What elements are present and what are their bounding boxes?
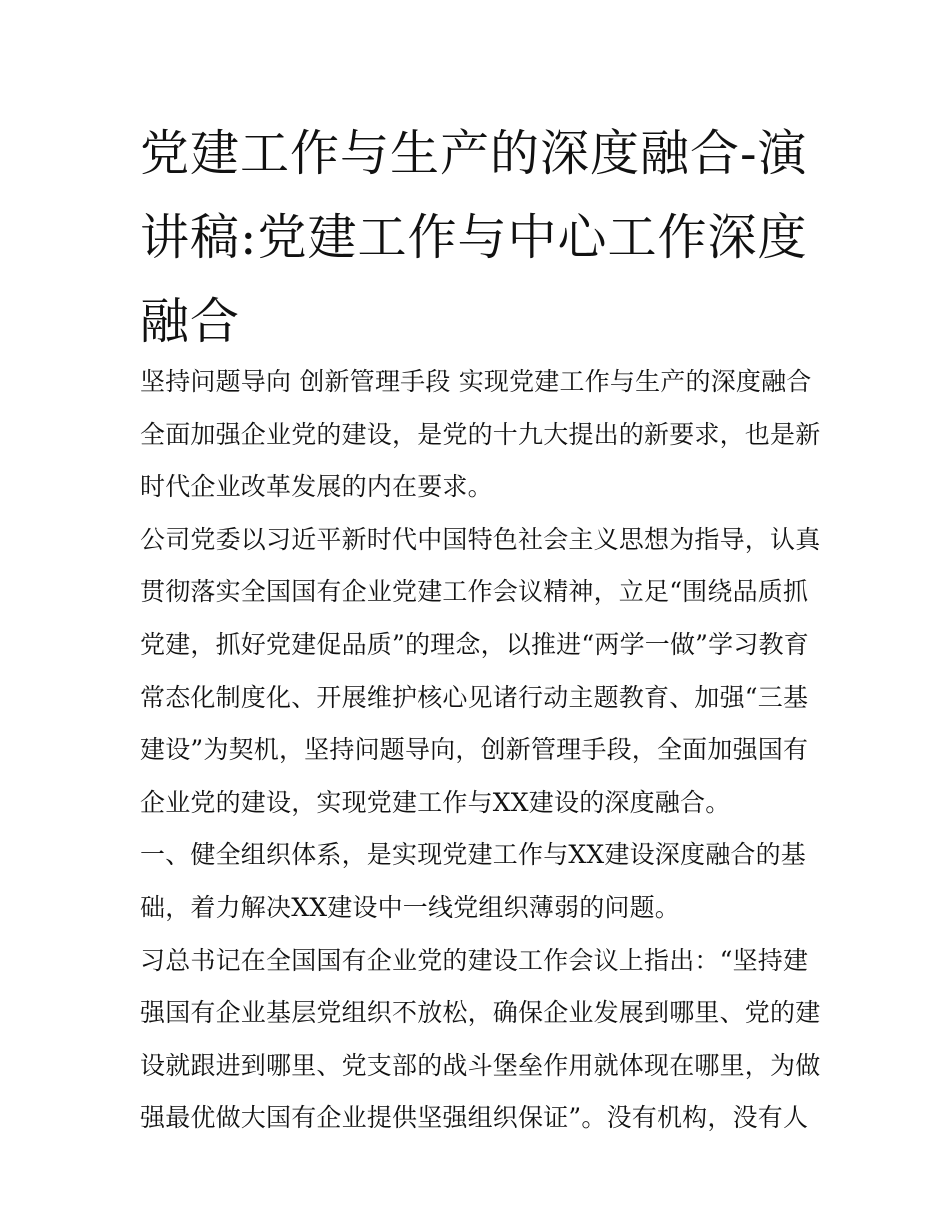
document-title xyxy=(140,112,820,364)
body-line: 强最优做大国有企业提供坚强组织保证”。没有机构，没有人 xyxy=(140,1103,809,1133)
body-line: 建设”为契机，坚持问题导向，创新管理手段，全面加强国有 xyxy=(140,735,809,765)
body-line: 础，着力解决XX建设中一线党组织薄弱的问题。 xyxy=(140,892,680,922)
body-line: 党建，抓好党建促品质”的理念，以推进“两学一做”学习教育 xyxy=(140,629,809,659)
body-line: 习总书记在全国国有企业党的建设工作会议上指出：“坚持建 xyxy=(140,945,809,975)
body-line: 全面加强企业党的建设，是党的十九大提出的新要求，也是新 xyxy=(140,419,821,449)
body-line: 强国有企业基层党组织不放松，确保企业发展到哪里、党的建 xyxy=(140,998,821,1028)
body-line: 常态化制度化、开展维护核心见诸行动主题教育、加强“三基 xyxy=(140,682,809,712)
body-line: 一、健全组织体系，是实现党建工作与XX建设深度融合的基 xyxy=(140,840,806,870)
body-line: 贯彻落实全国国有企业党建工作会议精神，立足“围绕品质抓 xyxy=(140,577,809,607)
title-line: 融合 xyxy=(140,293,241,350)
document-body xyxy=(140,356,830,1145)
title-line: 党建工作与生产的深度融合-演 xyxy=(140,125,808,182)
body-line: 坚持问题导向 创新管理手段 实现党建工作与生产的深度融合 xyxy=(140,367,812,396)
body-line: 企业党的建设，实现党建工作与XX建设的深度融合。 xyxy=(140,787,731,817)
body-line: 时代企业改革发展的内在要求。 xyxy=(140,472,493,502)
body-line: 公司党委以习近平新时代中国特色社会主义思想为指导，认真 xyxy=(140,524,821,554)
title-line: 讲稿:党建工作与中心工作深度 xyxy=(140,209,808,266)
body-line: 设就跟进到哪里、党支部的战斗堡垒作用就体现在哪里，为做 xyxy=(140,1050,821,1080)
